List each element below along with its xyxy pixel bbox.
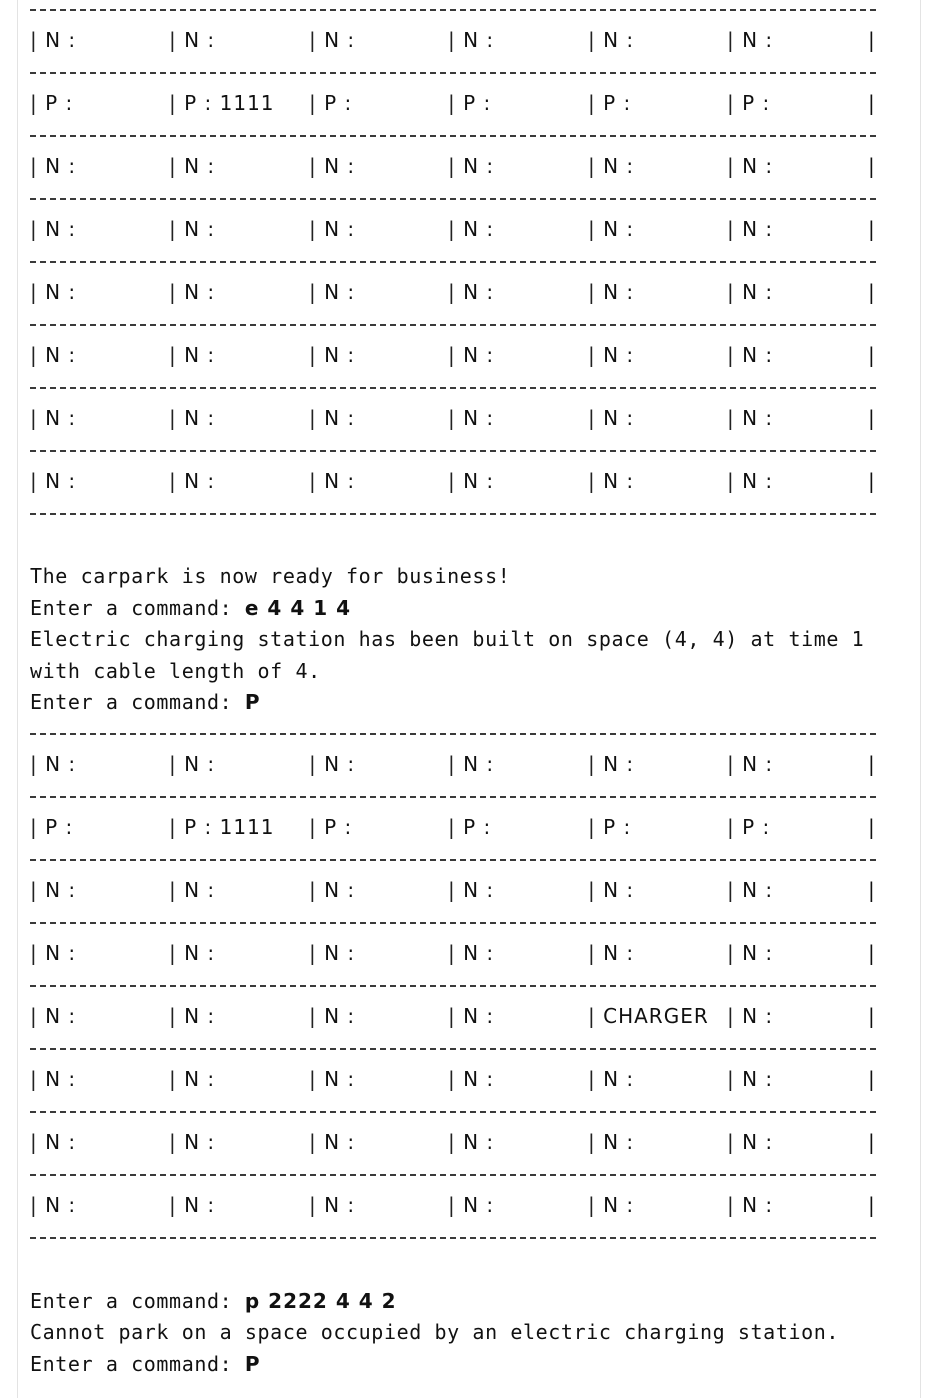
grid-cell: | N : [30, 752, 77, 776]
grid-separator-line [30, 796, 876, 798]
grid-cell: | N : [727, 1004, 774, 1028]
grid-cell-value: N : [742, 469, 774, 493]
grid-cell-value: N : [463, 941, 495, 965]
command-prompt-4 [30, 1349, 261, 1379]
grid-cell: | N : [727, 406, 774, 430]
grid-cell: | P : [448, 91, 492, 115]
grid-cell: | N : [588, 217, 635, 241]
command-prompt-1 [30, 593, 351, 623]
grid-cell: | N : [448, 469, 495, 493]
grid-separator-line [30, 985, 876, 987]
grid-row-end-border: | [868, 1004, 875, 1028]
grid-cell: | N : [448, 752, 495, 776]
grid-row [30, 812, 880, 842]
grid-separator-line [30, 513, 876, 515]
grid-cell-value: N : [45, 28, 77, 52]
grid-cell: | N : [309, 469, 356, 493]
grid-cell: | P : 1111 [169, 815, 275, 839]
grid-cell: | N : [727, 217, 774, 241]
grid-cell-value: N : [184, 154, 216, 178]
grid-cell: | P : [448, 815, 492, 839]
grid-cell-value: N : [45, 1067, 77, 1091]
grid-cell: | N : [30, 406, 77, 430]
grid-separator-line [30, 198, 876, 200]
grid-row-end-border: | [868, 1067, 875, 1091]
grid-row-end-border: | [868, 406, 875, 430]
grid-cell-value: N : [742, 941, 774, 965]
grid-cell: | N : [169, 406, 216, 430]
grid-cell: | N : [727, 941, 774, 965]
grid-cell-value: N : [184, 469, 216, 493]
grid-cell: | N : [309, 28, 356, 52]
grid-row-end-border: | [868, 469, 875, 493]
grid-cell: | N : [588, 878, 635, 902]
grid-row [30, 1190, 880, 1220]
grid-cell-value: N : [463, 280, 495, 304]
grid-cell-value: N : [45, 1193, 77, 1217]
grid-row-end-border: | [868, 1130, 875, 1154]
grid-row [30, 875, 880, 905]
grid-cell: | N : [588, 28, 635, 52]
command-input-2: P [244, 690, 261, 714]
command-input-3: p 2222 4 4 2 [244, 1289, 397, 1313]
grid-row [30, 466, 880, 496]
grid-row [30, 25, 880, 55]
grid-cell: | N : [448, 941, 495, 965]
grid-cell-value: N : [742, 217, 774, 241]
grid-cell: | N : [727, 469, 774, 493]
grid-cell: | N : [727, 1130, 774, 1154]
grid-cell-value: N : [463, 1193, 495, 1217]
grid-row-end-border: | [868, 28, 875, 52]
grid-cell-value: N : [603, 1130, 635, 1154]
grid-cell: | N : [30, 343, 77, 367]
grid-row-end-border: | [868, 752, 875, 776]
grid-cell: | P : [30, 91, 74, 115]
grid-cell-value: N : [463, 28, 495, 52]
grid-separator-line [30, 922, 876, 924]
grid-cell-value: N : [184, 1067, 216, 1091]
grid-cell: | N : [169, 28, 216, 52]
grid-cell-value: N : [184, 941, 216, 965]
grid-cell-value: N : [45, 469, 77, 493]
grid-cell: | N : [588, 1130, 635, 1154]
grid-cell-value: P : 1111 [184, 91, 275, 115]
grid-cell: | N : [30, 469, 77, 493]
grid-cell: | N : [30, 1130, 77, 1154]
grid-cell-value: N : [324, 469, 356, 493]
grid-cell-value: N : [324, 752, 356, 776]
grid-cell-value: N : [463, 752, 495, 776]
grid-cell: | CHARGER [588, 1004, 709, 1028]
grid-cell: | N : [309, 217, 356, 241]
grid-row-end-border: | [868, 280, 875, 304]
grid-cell: | N : [169, 941, 216, 965]
grid-cell: | N : [30, 941, 77, 965]
grid-row [30, 749, 880, 779]
grid-cell: | N : [588, 752, 635, 776]
grid-cell: | N : [169, 154, 216, 178]
grid-cell-value: N : [324, 28, 356, 52]
grid-cell-value: P : [45, 91, 74, 115]
grid-cell: | P : [309, 815, 353, 839]
grid-cell: | N : [448, 406, 495, 430]
grid-cell-value: N : [45, 1130, 77, 1154]
grid-cell-value: N : [324, 1067, 356, 1091]
grid-row [30, 88, 880, 118]
grid-cell-value: N : [742, 752, 774, 776]
prompt-label: Enter a command: [30, 1289, 245, 1313]
grid-cell: | N : [588, 469, 635, 493]
grid-cell: | N : [727, 343, 774, 367]
grid-cell: | P : 1111 [169, 91, 275, 115]
grid-cell-value: P : 1111 [184, 815, 275, 839]
grid-separator-line [30, 1237, 876, 1239]
grid-cell-value: N : [603, 217, 635, 241]
grid-cell-value: N : [45, 343, 77, 367]
grid-cell-value: N : [45, 217, 77, 241]
grid-row [30, 214, 880, 244]
grid-cell-value: P : [742, 91, 771, 115]
grid-cell-value: N : [324, 280, 356, 304]
command-prompt-3 [30, 1286, 397, 1316]
grid-cell: | N : [169, 878, 216, 902]
grid-cell-value: N : [742, 343, 774, 367]
grid-cell-value: N : [463, 878, 495, 902]
grid-cell-value: N : [603, 154, 635, 178]
grid-cell-value: P : [463, 815, 492, 839]
grid-cell: | N : [169, 469, 216, 493]
command-prompt-2 [30, 687, 261, 717]
grid-cell-value: N : [184, 343, 216, 367]
grid-separator-line [30, 387, 876, 389]
grid-separator-line [30, 1174, 876, 1176]
grid-cell-value: N : [463, 154, 495, 178]
grid-cell: | N : [448, 1067, 495, 1091]
error-message: Cannot park on a space occupied by an electric charging station. [30, 1320, 840, 1344]
grid-cell-value: N : [742, 154, 774, 178]
grid-cell-value: N : [184, 1193, 216, 1217]
grid-cell-value: N : [603, 752, 635, 776]
ready-message: The carpark is now ready for business! [30, 564, 511, 588]
grid-cell: | N : [727, 1067, 774, 1091]
grid-cell: | N : [30, 217, 77, 241]
grid-cell-value: N : [184, 406, 216, 430]
grid-cell-value: P : [742, 815, 771, 839]
grid-cell-value: N : [45, 752, 77, 776]
grid-cell-value: N : [603, 280, 635, 304]
grid-cell: | N : [448, 1004, 495, 1028]
grid-cell-value: N : [184, 217, 216, 241]
grid-cell-value: N : [324, 1193, 356, 1217]
command-input-1: e 4 4 1 4 [244, 596, 351, 620]
grid-cell-value: P : [324, 91, 353, 115]
grid-separator-line [30, 733, 876, 735]
grid-cell: | N : [309, 406, 356, 430]
grid-cell: | P : [727, 815, 771, 839]
grid-cell: | P : [588, 815, 632, 839]
grid-cell-value: N : [603, 1193, 635, 1217]
grid-cell: | N : [309, 1004, 356, 1028]
grid-cell: | N : [30, 154, 77, 178]
grid-separator-line [30, 1048, 876, 1050]
grid-row [30, 277, 880, 307]
grid-cell: | N : [448, 280, 495, 304]
grid-cell-value: N : [184, 1130, 216, 1154]
charger-built-message-line-1: Electric charging station has been built on space (4, 4) at time 1 [30, 627, 865, 651]
grid-cell: | N : [30, 1067, 77, 1091]
grid-row-end-border: | [868, 91, 875, 115]
grid-cell: | N : [30, 878, 77, 902]
grid-cell: | N : [309, 752, 356, 776]
grid-cell-value: N : [324, 343, 356, 367]
grid-cell: | N : [169, 343, 216, 367]
grid-cell: | N : [30, 280, 77, 304]
grid-row [30, 1127, 880, 1157]
grid-row-end-border: | [868, 941, 875, 965]
grid-cell: | N : [448, 217, 495, 241]
grid-cell-value: N : [463, 217, 495, 241]
grid-cell-value: N : [603, 878, 635, 902]
grid-separator-line [30, 859, 876, 861]
grid-cell: | N : [169, 280, 216, 304]
prompt-label: Enter a command: [30, 1352, 245, 1376]
grid-cell-value: N : [184, 28, 216, 52]
grid-cell: | N : [588, 343, 635, 367]
grid-row [30, 1001, 880, 1031]
grid-cell-value: N : [742, 1130, 774, 1154]
grid-cell: | P : [30, 815, 74, 839]
grid-cell: | N : [309, 1130, 356, 1154]
grid-cell-value: N : [463, 406, 495, 430]
grid-cell-value: N : [742, 406, 774, 430]
grid-row [30, 151, 880, 181]
grid-cell-value: N : [463, 1004, 495, 1028]
grid-separator-line [30, 1111, 876, 1113]
grid-cell: | N : [588, 154, 635, 178]
grid-cell: | N : [588, 1193, 635, 1217]
grid-cell: | N : [309, 154, 356, 178]
grid-cell: | N : [309, 941, 356, 965]
grid-row-end-border: | [868, 154, 875, 178]
grid-cell-value: N : [603, 343, 635, 367]
grid-cell-value: N : [45, 941, 77, 965]
grid-cell: | N : [727, 154, 774, 178]
grid-cell-value: N : [603, 406, 635, 430]
grid-cell: | N : [169, 1193, 216, 1217]
grid-cell: | N : [588, 1067, 635, 1091]
grid-cell: | N : [309, 1067, 356, 1091]
grid-cell-value: N : [45, 406, 77, 430]
grid-separator-line [30, 9, 876, 11]
grid-cell: | N : [309, 878, 356, 902]
grid-cell-value: N : [324, 878, 356, 902]
grid-cell: | N : [588, 941, 635, 965]
grid-cell-value: N : [324, 217, 356, 241]
grid-cell-value: N : [184, 1004, 216, 1028]
grid-row [30, 403, 880, 433]
grid-cell-value: N : [463, 1130, 495, 1154]
grid-cell: | N : [448, 28, 495, 52]
prompt-label: Enter a command: [30, 596, 245, 620]
grid-cell-value: N : [742, 28, 774, 52]
grid-cell-value: CHARGER [603, 1004, 709, 1028]
grid-cell: | N : [169, 217, 216, 241]
grid-cell-value: N : [742, 1004, 774, 1028]
grid-cell-value: P : [603, 91, 632, 115]
grid-cell: | N : [727, 752, 774, 776]
grid-cell: | N : [30, 28, 77, 52]
grid-separator-line [30, 72, 876, 74]
grid-cell-value: N : [324, 154, 356, 178]
grid-cell-value: N : [603, 28, 635, 52]
grid-separator-line [30, 324, 876, 326]
grid-row-end-border: | [868, 1193, 875, 1217]
grid-cell: | N : [309, 343, 356, 367]
grid-cell-value: N : [463, 469, 495, 493]
grid-cell: | P : [588, 91, 632, 115]
grid-cell-value: P : [463, 91, 492, 115]
grid-cell: | N : [30, 1193, 77, 1217]
grid-row-end-border: | [868, 815, 875, 839]
grid-cell-value: N : [742, 1067, 774, 1091]
grid-row-end-border: | [868, 343, 875, 367]
grid-cell: | N : [169, 1067, 216, 1091]
grid-cell-value: P : [603, 815, 632, 839]
grid-cell-value: P : [324, 815, 353, 839]
grid-cell-value: N : [742, 878, 774, 902]
grid-cell: | N : [169, 1130, 216, 1154]
grid-cell: | N : [169, 752, 216, 776]
grid-cell-value: N : [184, 280, 216, 304]
grid-cell-value: N : [324, 1004, 356, 1028]
grid-cell: | N : [727, 28, 774, 52]
grid-cell: | N : [588, 280, 635, 304]
command-input-4: P [244, 1352, 261, 1376]
grid-cell: | N : [588, 406, 635, 430]
grid-cell-value: N : [45, 154, 77, 178]
grid-row-end-border: | [868, 878, 875, 902]
grid-cell: | P : [309, 91, 353, 115]
grid-cell-value: N : [184, 878, 216, 902]
grid-cell: | N : [727, 878, 774, 902]
grid-row [30, 340, 880, 370]
grid-cell-value: N : [324, 941, 356, 965]
grid-cell: | N : [30, 1004, 77, 1028]
grid-cell: | N : [727, 280, 774, 304]
grid-cell-value: N : [603, 1067, 635, 1091]
grid-row-end-border: | [868, 217, 875, 241]
grid-cell: | N : [169, 1004, 216, 1028]
grid-separator-line [30, 135, 876, 137]
grid-row [30, 938, 880, 968]
grid-separator-line [30, 450, 876, 452]
grid-cell: | N : [448, 878, 495, 902]
prompt-label: Enter a command: [30, 690, 245, 714]
grid-cell: | P : [727, 91, 771, 115]
grid-separator-line [30, 261, 876, 263]
grid-cell-value: N : [603, 469, 635, 493]
grid-cell: | N : [727, 1193, 774, 1217]
charger-built-message-line-2: with cable length of 4. [30, 659, 321, 683]
grid-cell-value: N : [463, 1067, 495, 1091]
grid-cell: | N : [448, 1193, 495, 1217]
grid-cell-value: N : [324, 1130, 356, 1154]
grid-cell: | N : [448, 343, 495, 367]
grid-cell-value: N : [463, 343, 495, 367]
grid-cell: | N : [448, 154, 495, 178]
grid-cell: | N : [309, 280, 356, 304]
grid-cell-value: N : [45, 878, 77, 902]
grid-cell-value: N : [742, 280, 774, 304]
grid-cell-value: N : [324, 406, 356, 430]
grid-cell: | N : [309, 1193, 356, 1217]
grid-row [30, 1064, 880, 1094]
grid-cell-value: N : [184, 752, 216, 776]
grid-cell-value: P : [45, 815, 74, 839]
grid-cell: | N : [448, 1130, 495, 1154]
grid-cell-value: N : [45, 280, 77, 304]
grid-cell-value: N : [742, 1193, 774, 1217]
grid-cell-value: N : [603, 941, 635, 965]
grid-cell-value: N : [45, 1004, 77, 1028]
